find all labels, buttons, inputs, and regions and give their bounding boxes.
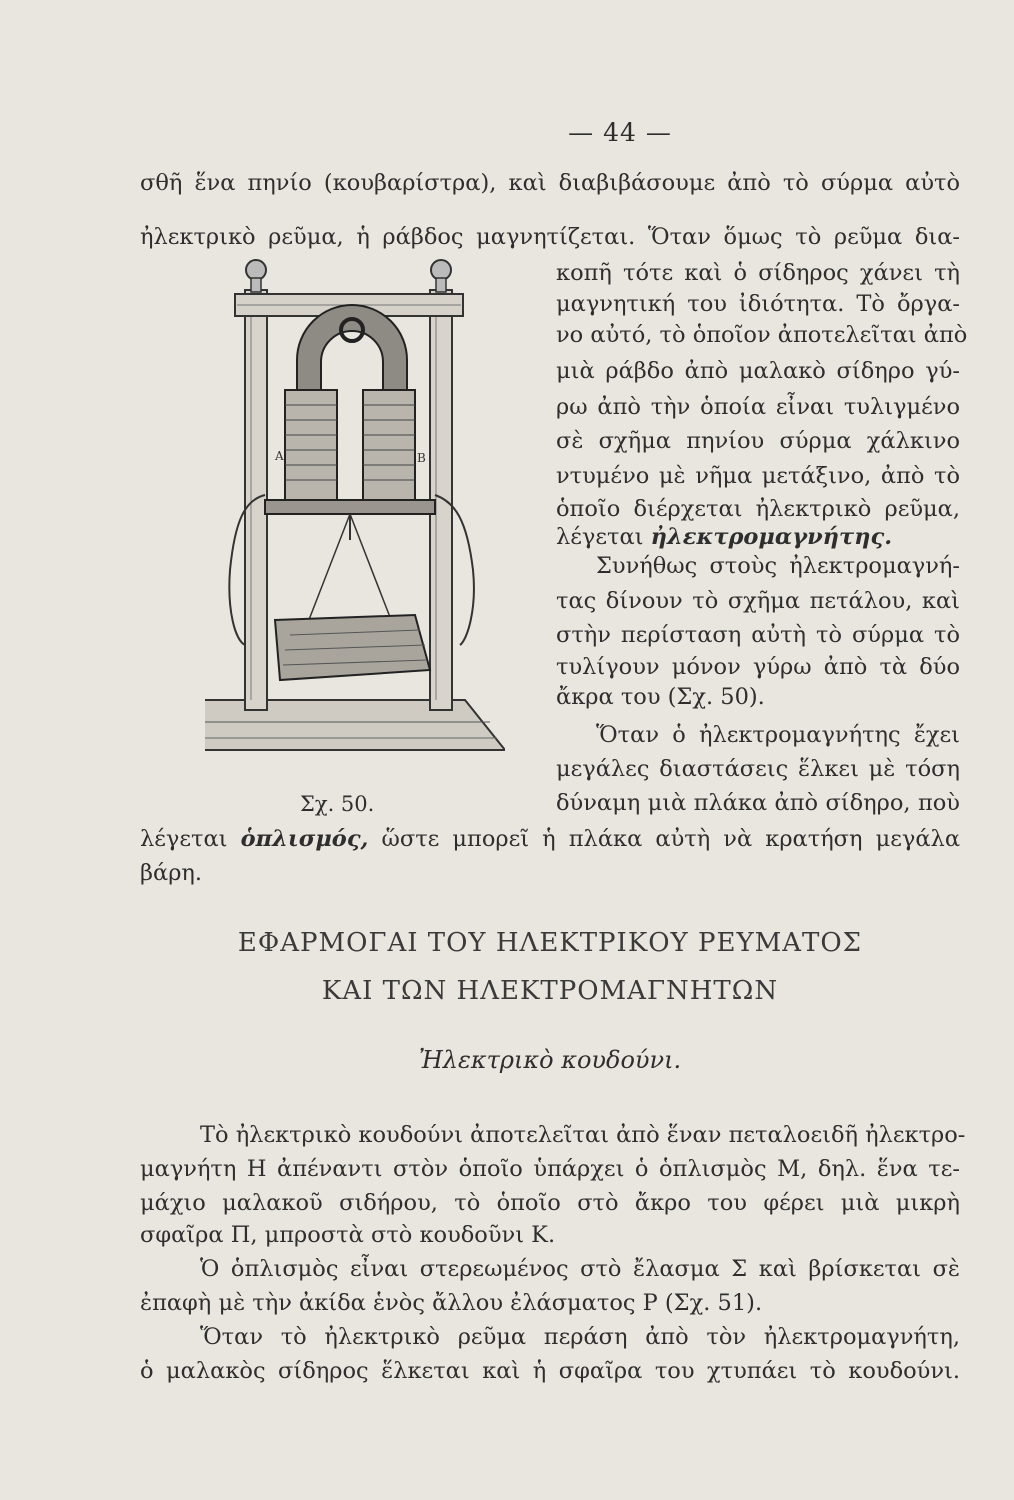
text-line: σθῆ ἕνα πηνίο (κουβαρίστρα), καὶ διαβιβάσουμε ἀπὸ τὸ σύρμα αὐτὸ (140, 170, 960, 196)
term-electromagnet: ἠλεκτρομαγνήτης. (650, 524, 893, 550)
text-line: ὁποῖο διέρχεται ἠλεκτρικὸ ρεῦμα, (556, 496, 960, 522)
term-armature: ὁπλισμός, (240, 826, 369, 852)
figure-label-b: B (417, 451, 426, 465)
text-line: σὲ σχῆμα πηνίου σύρμα χάλκινο (556, 428, 960, 454)
text-line: ἄκρα του (Σχ. 50). (556, 684, 765, 710)
paragraph-start: Τὸ ἠλεκτρικὸ κουδούνι ἀποτελεῖται ἀπὸ ἕναν πεταλοειδῆ ἠλεκτρο- (200, 1122, 966, 1148)
text-line: νο αὐτό, τὸ ὁποῖον ἀποτελεῖται ἀπὸ (556, 322, 968, 348)
armature-suffix: ὥστε μπορεῖ ἡ πλάκα αὐτὴ νὰ κρατήση μεγάλα (381, 826, 961, 852)
section-heading-line-1: ΕΦΑΡΜΟΓΑΙ ΤΟΥ ΗΛΕΚΤΡΙΚΟΥ ΡΕΥΜΑΤΟΣ (237, 928, 863, 958)
text-line: βάρη. (140, 860, 203, 886)
section-heading-line-2: ΚΑΙ ΤΩΝ ΗΛΕΚΤΡΟΜΑΓΝΗΤΩΝ (321, 976, 779, 1006)
text-line: μάχιο μαλακοῦ σιδήρου, τὸ ὁποῖο στὸ ἄκρο του φέρει μιὰ μικρὴ (140, 1190, 960, 1216)
text-line: μαγνήτη Η ἀπέναντι στὸν ὁποῖο ὑπάρχει ὁ ὁπλισμὸς Μ, δηλ. ἕνα τε- (140, 1156, 960, 1182)
armature-prefix: λέγεται (140, 826, 228, 852)
text-line-armature (140, 824, 960, 854)
paragraph-start: Ὁ ὁπλισμὸς εἶναι στερεωμένος στὸ ἔλασμα Σ καὶ βρίσκεται σὲ (200, 1256, 960, 1282)
text-line: μαγνητική του ἰδιότητα. Τὸ ὄργα- (556, 291, 960, 317)
paragraph-start: Ὅταν ὁ ἠλεκτρομαγνήτης ἔχει (596, 722, 960, 748)
text-line: ἠλεκτρικὸ ρεῦμα, ἡ ράβδος μαγνητίζεται. Ὅταν ὅμως τὸ ρεῦμα δια- (140, 224, 960, 250)
text-line: στὴν περίσταση αὐτὴ τὸ σύρμα τὸ (556, 622, 960, 648)
text-line: δύναμη μιὰ πλάκα ἀπὸ σίδηρο, ποὺ (556, 790, 960, 816)
text-line: μιὰ ράβδο ἀπὸ μαλακὸ σίδηρο γύ- (556, 358, 960, 384)
text-line: σφαῖρα Π, μπροστὰ στὸ κουδοῦνι Κ. (140, 1222, 556, 1248)
text-line-term (556, 522, 960, 552)
subsection-heading: Ἠλεκτρικὸ κουδούνι. (418, 1046, 682, 1074)
text-line: τας δίνουν τὸ σχῆμα πετάλου, καὶ (556, 588, 960, 614)
paragraph-start: Συνήθως στοὺς ἠλεκτρομαγνή- (596, 553, 960, 579)
text-line: μεγάλες διαστάσεις ἕλκει μὲ τόση (556, 756, 960, 782)
text-line: ἐπαφὴ μὲ τὴν ἀκίδα ἑνὸς ἄλλου ἐλάσματος Ρ (Σχ. 51). (140, 1290, 763, 1316)
term-prefix: λέγεται (556, 524, 644, 550)
figure-caption: Σχ. 50. (300, 792, 375, 816)
figure-label-a: A (275, 449, 284, 463)
text-line: τυλίγουν μόνον γύρω ἀπὸ τὰ δύο (556, 654, 960, 680)
text-line: ντυμένο μὲ νῆμα μετάξινο, ἀπὸ τὸ (556, 463, 960, 489)
text-line: ὁ μαλακὸς σίδηρος ἕλκεται καὶ ἡ σφαῖρα του χτυπάει τὸ κουδούνι. (140, 1358, 960, 1384)
electromagnet-figure (205, 250, 505, 770)
page-number: — 44 — (568, 118, 672, 147)
paragraph-start: Ὅταν τὸ ἠλεκτρικὸ ρεῦμα περάση ἀπὸ τὸν ἠλεκτρομαγνήτη, (200, 1324, 960, 1350)
text-line: ρω ἀπὸ τὴν ὁποία εἶναι τυλιγμένο (556, 394, 960, 420)
text-line: κοπῆ τότε καὶ ὁ σίδηρος χάνει τὴ (556, 260, 960, 286)
